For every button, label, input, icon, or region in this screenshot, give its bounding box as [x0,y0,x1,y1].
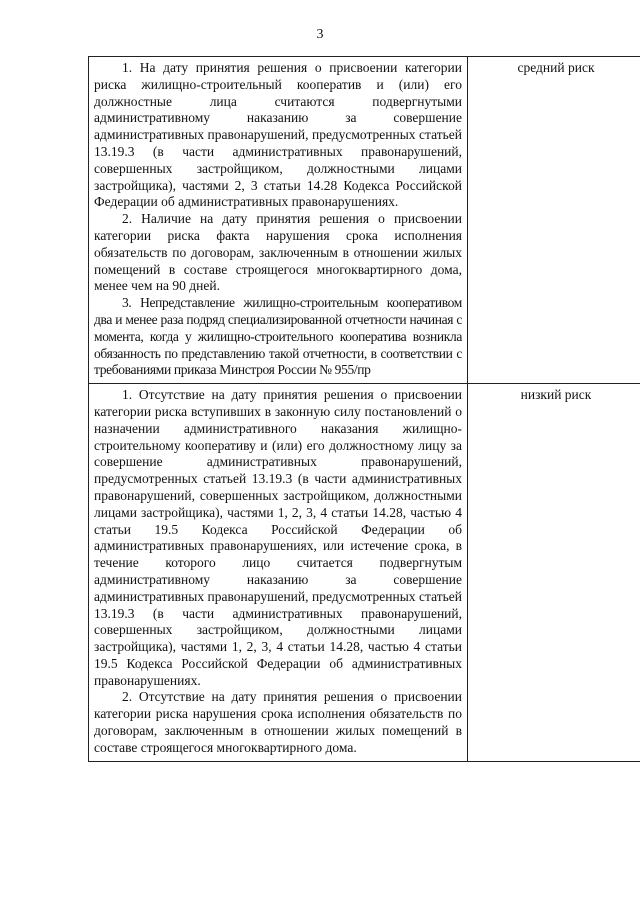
criterion-paragraph: 1. На дату принятия решения о присвоении категории риска жилищно-строительный кооператив и (или) его должностные лица считаются подвергнутыми административному наказанию за совершение административных правонарушений, предусмотренных статьей 13.19.3 (в части административных правонарушений, совершенных застройщиком, должностными лицами застройщика), частями 2, 3 статьи 14.28 Кодекса Российской Федерации об административных правонарушениях. [94,60,462,210]
risk-criteria-table [88,56,640,762]
risk-level-cell: низкий риск [468,384,640,762]
risk-level-cell: средний риск [468,57,640,384]
table-row-low-risk [89,384,640,762]
table-row-medium-risk [89,57,640,384]
criterion-paragraph: 2. Наличие на дату принятия решения о присвоении категории риска факта нарушения срока исполнения обязательств по договорам, заключенным в отношении жилых помещений в составе строящегося многоквартирного дома, менее чем на 90 дней. [94,211,462,294]
page-number: 3 [316,27,324,42]
criteria-cell [89,384,468,762]
criterion-paragraph: 3. Непредставление жилищно-строительным кооперативом два и менее раза подряд специализированной отчетности начиная с момента, когда у жилищно-строительного кооператива возникла обязанность по представлению такой отчетности, в соответствии с требованиями приказа Минстроя России № 955/пр [94,295,462,378]
criterion-paragraph: 2. Отсутствие на дату принятия решения о присвоении категории риска нарушения срока исполнения обязательств по договорам, заключенным в отношении жилых помещений в составе строящегося многоквартирного дома. [94,689,462,755]
criterion-paragraph: 1. Отсутствие на дату принятия решения о присвоении категории риска вступивших в законную силу постановлений о назначении административного наказания жилищно-строительному кооперативу и (или) его должностному лицу за совершение административных правонарушений, предусмотренных статьей 13.19.3 (в части административных правонарушений, совершенных застройщиком, должностными лицами застройщика), частями 1, 2, 3, 4 статьи 14.28, частью 4 статьи 19.5 Кодекса Российской Федерации об административных правонарушениях, или истечение срока, в течение которого лицо считается подвергнутым административному наказанию за совершение административных правонарушений, предусмотренных статьей 13.19.3 (в части административных правонарушений, совершенных застройщиком, должностными лицами застройщика), частями 1, 2, 3, 4 статьи 14.28, частью 4 статьи 19.5 Кодекса Российской Федерации об административных правонарушениях. [94,387,462,688]
criteria-cell [89,57,468,384]
